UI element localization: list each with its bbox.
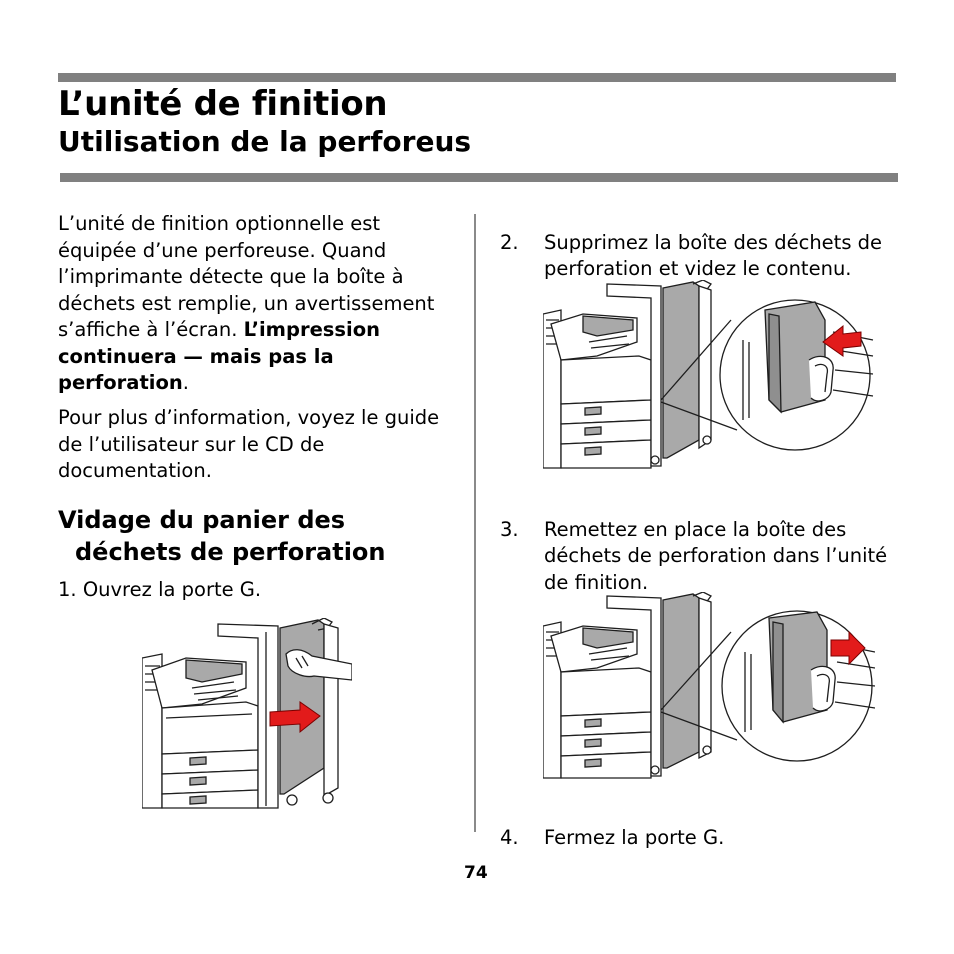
step-3-number: 3. bbox=[500, 517, 519, 541]
step-3-text: Remettez en place la boîte des déchets de perforation dans l’unité de finition. bbox=[544, 517, 888, 594]
step-3 bbox=[500, 517, 899, 597]
step-1-text: Ouvrez la porte G. bbox=[82, 578, 262, 601]
remove-punch-box-illustration bbox=[543, 280, 875, 472]
step-4-number: 4. bbox=[500, 825, 519, 849]
intro-text: L’unité de finition optionnelle est équipée d’une perforeuse. Quand l’imprimante détecte que la boîte à déchets est remplie, un avertissement s’affiche à l’écran. bbox=[58, 212, 435, 341]
step-1-number: 1. bbox=[58, 578, 77, 601]
step-2-number: 2. bbox=[500, 230, 519, 254]
page-subtitle: Utilisation de la perforeus bbox=[58, 125, 472, 158]
section-heading-line1: Vidage du panier des bbox=[58, 506, 346, 534]
header-rule-bottom bbox=[60, 173, 898, 182]
page-number: 74 bbox=[464, 863, 488, 883]
header-rule-top bbox=[58, 73, 896, 82]
column-divider bbox=[474, 214, 476, 832]
step-4-text: Fermez la porte G. bbox=[544, 825, 725, 849]
step-1 bbox=[58, 577, 261, 604]
step-2 bbox=[500, 230, 899, 283]
page-title: L’unité de finition bbox=[58, 84, 388, 124]
insert-punch-box-illustration bbox=[543, 592, 875, 782]
section-heading-line2: déchets de perforation bbox=[75, 538, 386, 566]
intro-paragraph bbox=[58, 211, 463, 397]
step-2-text: Supprimez la boîte des déchets de perforation et videz le contenu. bbox=[544, 230, 883, 280]
intro-bold-text: L’impression continuera — mais pas la perforation bbox=[58, 318, 380, 394]
intro-end: . bbox=[182, 371, 189, 394]
more-info-paragraph: Pour plus d’information, voyez le guide de l’utilisateur sur le CD de documentation. bbox=[58, 406, 440, 482]
step-4 bbox=[500, 825, 899, 852]
section-heading bbox=[58, 504, 386, 568]
printer-open-door-illustration bbox=[142, 618, 352, 810]
